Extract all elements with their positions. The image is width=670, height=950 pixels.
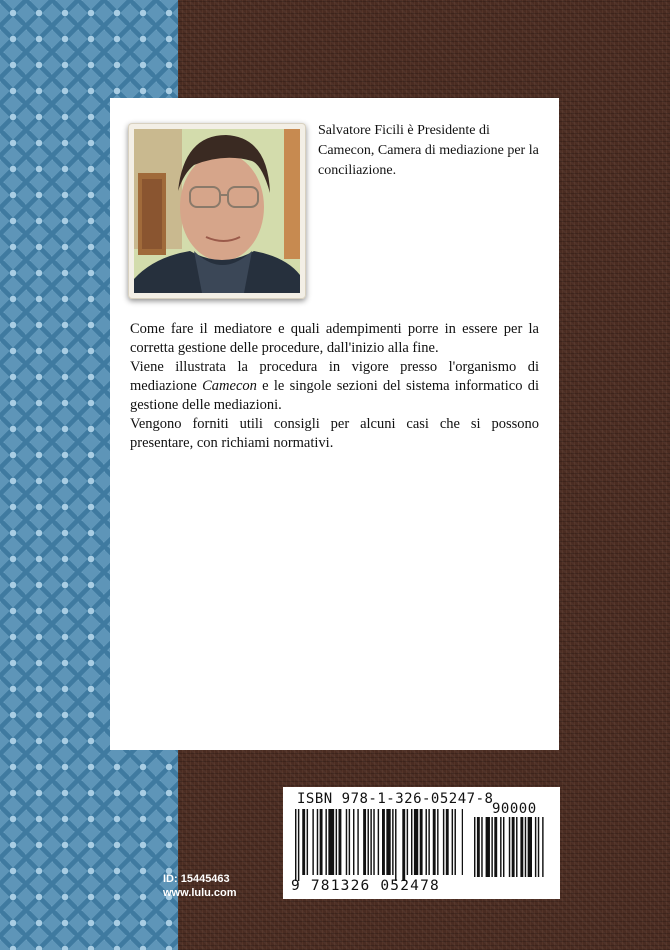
publisher-info <box>163 872 237 900</box>
author-caption: Salvatore Ficili è Presidente di Camecon, Camera di mediazione per la conciliazione. <box>318 123 539 178</box>
description-paragraph-3: Vengono forniti utili consigli per alcuni casi che si possono presentare, con richiami normativi. <box>130 416 539 451</box>
text-card <box>110 98 559 750</box>
author-photo <box>134 129 300 293</box>
publisher-id: ID: 15445463 <box>163 873 230 885</box>
ean-digits: 9 781326 052478 <box>291 878 440 894</box>
author-photo-frame <box>128 123 306 299</box>
ean-barcode-bars <box>295 809 463 883</box>
description-paragraph-1: Come fare il mediatore e quali adempimenti porre in essere per la corretta gestione delle procedure, dall'inizio alla fine. <box>130 321 539 356</box>
isbn-label: ISBN 978-1-326-05247-8 <box>297 791 494 807</box>
book-description <box>130 320 539 453</box>
addon-barcode-bars <box>474 817 544 883</box>
isbn-barcode <box>283 787 560 899</box>
publisher-site: www.lulu.com <box>163 887 237 899</box>
description-p2-end: e le singole sezioni del sistema informatico di gestione delle mediazioni. <box>130 378 539 413</box>
price-addon-code: 90000 <box>492 801 537 817</box>
description-paragraph-2 <box>130 358 539 415</box>
description-p2-start: Viene illustrata la procedura in vigore presso l'organismo di mediazione <box>130 359 539 394</box>
camecon-emphasis: Camecon <box>202 378 257 394</box>
